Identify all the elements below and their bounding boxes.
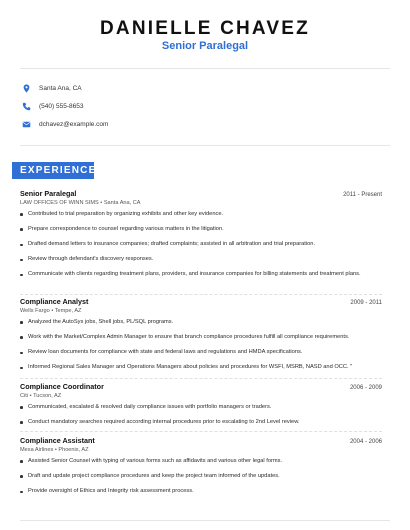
separator-dot: • <box>100 200 103 206</box>
job-company-line <box>20 447 382 453</box>
bullet-dot <box>20 213 23 216</box>
bullet-item: Review through defendant's discovery responses. <box>20 256 382 264</box>
job-title: Compliance Analyst <box>20 297 89 306</box>
job-dates: 2006 - 2009 <box>349 385 382 391</box>
company-location: Tucson, AZ <box>33 393 62 399</box>
bullet-item: Analyzed the AutoSys jobs, Shell jobs, PL/SQL programs. <box>20 319 382 327</box>
job-bullets <box>20 319 382 372</box>
contact-location <box>22 84 82 93</box>
bullet-dot <box>20 321 23 324</box>
header-divider <box>20 68 390 69</box>
company-name: LAW OFFICES OF WINN SIMS <box>20 200 99 206</box>
company-name: Mesa Airlines <box>20 447 54 453</box>
job-title: Compliance Assistant <box>20 436 95 445</box>
bullet-dot <box>20 475 23 478</box>
location-text: Santa Ana, CA <box>39 85 82 92</box>
job-bullets <box>20 211 382 279</box>
resume-name: DANIELLE CHAVEZ <box>100 18 310 39</box>
job-title: Compliance Coordinator <box>20 382 104 391</box>
resume-title: Senior Paralegal <box>161 40 249 52</box>
company-name: Citi <box>20 393 29 399</box>
email-text[interactable]: dchavez@example.com <box>39 121 109 128</box>
job-company-line <box>20 200 382 206</box>
bullet-item: Review loan documents for compliance with state and federal laws and regulations and HMDA specifications. <box>20 349 382 357</box>
bullet-dot <box>20 352 23 355</box>
company-location: Santa Ana, CA <box>103 200 141 206</box>
bullet-item: Conduct mandatory searches required according internal procedures prior to escalating to 2nd Level review. <box>20 419 382 427</box>
bullet-dot <box>20 460 23 463</box>
contact-email[interactable] <box>22 120 108 129</box>
job-dates: 2009 - 2011 <box>350 300 382 306</box>
bullet-item: Communicate with clients regarding treatment plans, providers, and insurance companies for billing statements and treatment plans. <box>20 271 382 279</box>
phone-text: (540) 555-8653 <box>39 103 84 110</box>
job-dates: 2004 - 2006 <box>349 439 382 445</box>
bullet-dot <box>20 336 23 339</box>
bullet-item: Drafted demand letters to insurance companies; drafted complaints; assisted in all arbitration and trial preparation. <box>20 241 382 249</box>
contact-divider <box>20 145 390 146</box>
map-pin-icon <box>22 84 31 93</box>
bullet-dot <box>20 274 23 277</box>
job-bullets <box>20 458 382 496</box>
company-name: Wells Fargo <box>20 308 50 314</box>
bullet-dot <box>20 367 23 370</box>
job-divider <box>20 294 382 295</box>
job-bullets <box>20 404 382 427</box>
bullet-dot <box>20 406 23 409</box>
bullet-item: Prepare correspondence to counsel regarding various matters in the litigation. <box>20 226 382 234</box>
experience-section-header: EXPERIENCE <box>12 162 94 179</box>
bullet-item: Assisted Senior Counsel with typing of various forms such as affidavits and various other legal forms. <box>20 458 382 466</box>
job-company-line <box>20 308 382 314</box>
job-divider <box>20 431 382 432</box>
bullet-dot <box>20 228 23 231</box>
bullet-dot <box>20 259 23 262</box>
footer-divider <box>20 520 390 521</box>
bullet-item: Provide oversight of Ethics and Integrity risk assessment process. <box>20 488 382 496</box>
bullet-item: Work with the Market/Complex Admin Manager to ensure that branch compliance procedures fulfill all compliance requirements. <box>20 334 382 342</box>
separator-dot: • <box>54 447 57 453</box>
job-entry-senior-paralegal <box>20 189 382 279</box>
contact-phone <box>22 102 83 111</box>
envelope-icon <box>22 120 31 129</box>
separator-dot: • <box>51 308 54 314</box>
job-title: Senior Paralegal <box>20 189 77 198</box>
phone-icon <box>22 102 31 111</box>
bullet-item: Contributed to trial preparation by organizing exhibits and other key evidence. <box>20 211 382 219</box>
bullet-dot <box>20 491 23 494</box>
bullet-item: Draft and update project compliance procedures and keep the project team informed of the updates. <box>20 473 382 481</box>
company-location: Phoenix, AZ <box>58 447 89 453</box>
bullet-item: Informed Regional Sales Manager and Operations Managers about policies and procedures for WSFI, MSRB, NASD and OCC. " <box>20 364 382 372</box>
job-entry-compliance-assistant <box>20 436 382 496</box>
job-company-line <box>20 393 382 399</box>
job-divider <box>20 378 382 379</box>
job-entry-compliance-coordinator <box>20 382 382 427</box>
bullet-item: Communicated, escalated & resolved daily compliance issues with portfolio managers or traders. <box>20 404 382 412</box>
separator-dot: • <box>29 393 32 399</box>
bullet-dot <box>20 421 23 424</box>
company-location: Tempe, AZ <box>54 308 82 314</box>
bullet-dot <box>20 244 23 247</box>
job-dates: 2011 - Present <box>343 192 382 198</box>
job-entry-compliance-analyst <box>20 297 382 372</box>
